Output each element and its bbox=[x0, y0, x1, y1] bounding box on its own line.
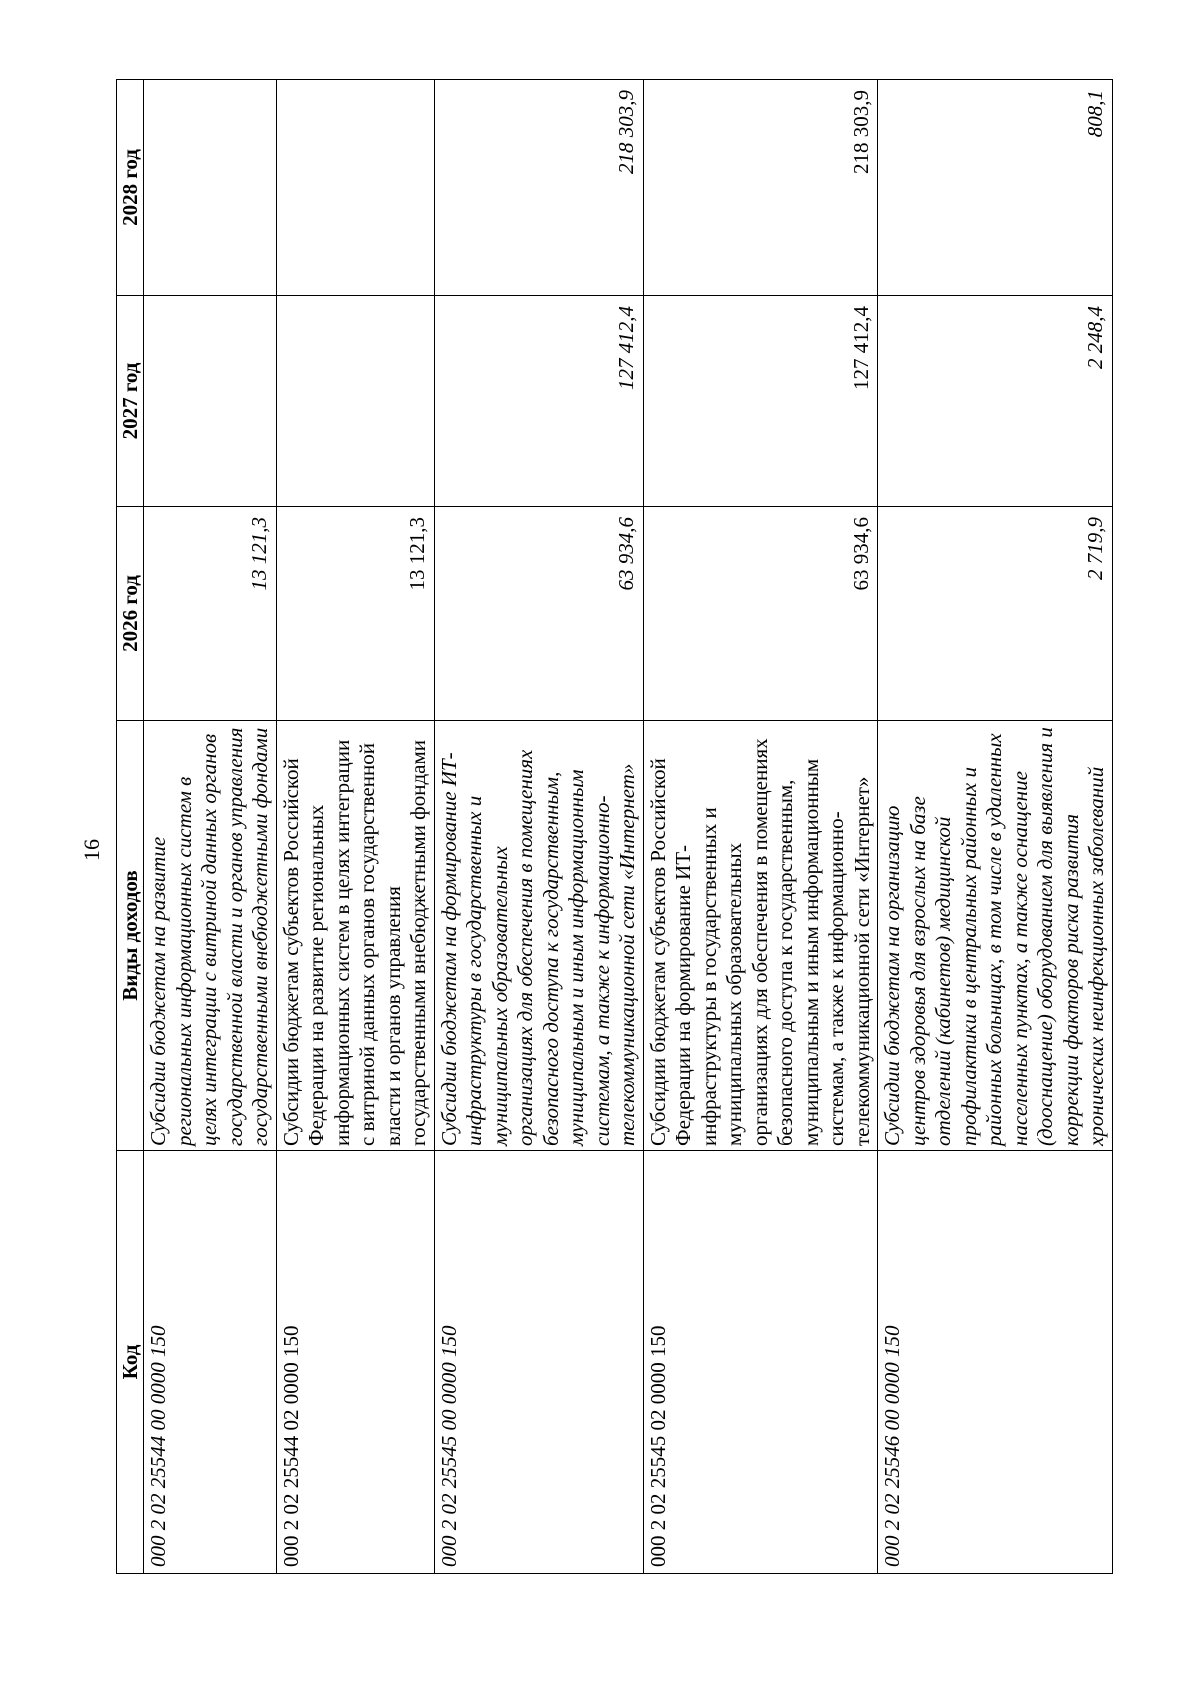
rotated-table-container bbox=[116, 80, 1108, 1574]
table-row bbox=[276, 80, 434, 1574]
row-value-2028: 218 303,9 bbox=[434, 80, 643, 296]
table-row bbox=[434, 80, 643, 1574]
row-value-2027: 2 248,4 bbox=[878, 296, 1113, 507]
row-value-2028: 808,1 bbox=[878, 80, 1113, 296]
row-value-2027: 127 412,4 bbox=[434, 296, 643, 507]
row-value-2028 bbox=[276, 80, 434, 296]
row-value-2026: 13 121,3 bbox=[144, 507, 277, 721]
header-2026: 2026 год bbox=[117, 507, 144, 721]
row-description: Субсидии бюджетам на развитие региональных информационных систем в целях интеграции с витриной данных органов государственной власти и органов управления государственными внебюджетными фондами bbox=[144, 721, 277, 1151]
page-number: 16 bbox=[79, 839, 104, 861]
row-value-2026: 63 934,6 bbox=[643, 507, 878, 721]
row-description: Субсидии бюджетам субъектов Российской Федерации на развитие региональных информационных систем в целях интеграции с витриной данных органов государственной власти и органов управления государственными внебюджетными фондами bbox=[276, 721, 434, 1151]
row-code: 000 2 02 25546 00 0000 150 bbox=[878, 1151, 1113, 1574]
row-value-2028 bbox=[144, 80, 277, 296]
row-value-2027: 127 412,4 bbox=[643, 296, 878, 507]
header-2027: 2027 год bbox=[117, 296, 144, 507]
row-code: 000 2 02 25544 02 0000 150 bbox=[276, 1151, 434, 1574]
header-2028: 2028 год bbox=[117, 80, 144, 296]
table-row bbox=[643, 80, 878, 1574]
row-value-2028: 218 303,9 bbox=[643, 80, 878, 296]
revenue-table bbox=[116, 79, 1113, 1574]
row-description: Субсидии бюджетам на организацию центров здоровья для взрослых на базе отделений (кабинетов) медицинской профилактики в центральных районных и районных больницах, в том числе в удаленных населенных пунктах, а также оснащение (дооснащение) оборудованием для выявления и коррекции факторов риска развития хронических неинфекционных заболеваний bbox=[878, 721, 1113, 1151]
table-row bbox=[878, 80, 1113, 1574]
row-code: 000 2 02 25544 00 0000 150 bbox=[144, 1151, 277, 1574]
row-value-2027 bbox=[144, 296, 277, 507]
row-value-2027 bbox=[276, 296, 434, 507]
row-code: 000 2 02 25545 00 0000 150 bbox=[434, 1151, 643, 1574]
row-value-2026: 63 934,6 bbox=[434, 507, 643, 721]
row-description: Субсидии бюджетам на формирование ИТ-инфраструктуры в государственных и муниципальных образовательных организациях для обеспечения в помещениях безопасного доступа к государственным, муниципальным и иным информационным системам, а также к информационно-телекоммуникационной сети «Интернет» bbox=[434, 721, 643, 1151]
table-row bbox=[144, 80, 277, 1574]
row-code: 000 2 02 25545 02 0000 150 bbox=[643, 1151, 878, 1574]
row-description: Субсидии бюджетам субъектов Российской Федерации на формирование ИТ-инфраструктуры в государственных и муниципальных образовательных организациях для обеспечения в помещениях безопасного доступа к государственным, муниципальным и иным информационным системам, а также к информационно-телекоммуникационной сети «Интернет» bbox=[643, 721, 878, 1151]
table-header-row bbox=[117, 80, 144, 1574]
header-code: Код bbox=[117, 1151, 144, 1574]
row-value-2026: 2 719,9 bbox=[878, 507, 1113, 721]
header-revenue-type: Виды доходов bbox=[117, 721, 144, 1151]
row-value-2026: 13 121,3 bbox=[276, 507, 434, 721]
